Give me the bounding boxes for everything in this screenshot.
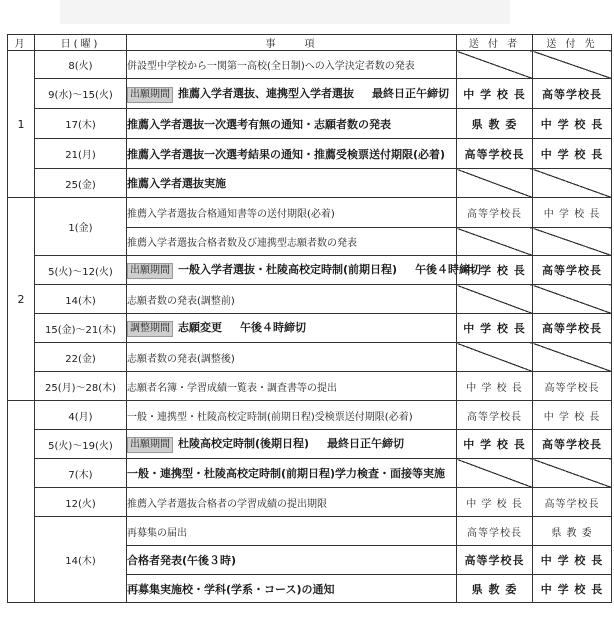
item-cell	[127, 546, 457, 575]
sender-cell: 中 学 校 長	[457, 314, 533, 343]
table-row	[8, 139, 612, 169]
item-cell	[127, 198, 457, 228]
recipient-cell: 高等学校長	[533, 256, 612, 285]
recipient-cell: 高等学校長	[533, 372, 612, 401]
period-badge: 調整期間	[127, 321, 173, 337]
item-cell	[127, 314, 457, 343]
sender-cell	[457, 285, 533, 314]
sender-cell: 県 教 委	[457, 109, 533, 139]
item-text: 杜陵高校定時制(後期日程)	[178, 437, 310, 450]
item-text: 志願変更	[178, 321, 222, 334]
table-row	[8, 79, 612, 109]
date-cell: 1(金)	[35, 198, 127, 256]
item-text: 一般・連携型・杜陵高校定時制(前期日程)学力検査・面接等実施	[127, 467, 446, 480]
date-cell: 5(火)～19(火)	[35, 430, 127, 459]
date-cell: 17(木)	[35, 109, 127, 139]
item-cell	[127, 228, 457, 256]
item-cell	[127, 343, 457, 372]
date-cell: 22(金)	[35, 343, 127, 372]
recipient-cell	[533, 285, 612, 314]
table-row	[8, 488, 612, 517]
sender-cell: 中 学 校 長	[457, 79, 533, 109]
recipient-cell: 中 学 校 長	[533, 546, 612, 575]
recipient-cell	[533, 169, 612, 198]
sender-cell	[457, 343, 533, 372]
item-text: 再募集の届出	[127, 527, 187, 539]
item-cell	[127, 256, 482, 285]
table-row	[8, 314, 612, 343]
recipient-cell	[533, 51, 612, 79]
item-text: 推薦入学者選抜一次選考結果の通知・推薦受検票送付期限(必着)	[127, 147, 446, 161]
sender-cell: 高等学校長	[457, 401, 533, 430]
period-badge: 出願期間	[127, 437, 173, 453]
item-cell	[127, 430, 457, 459]
item-text: 推薦入学者選抜合格者数及び連携型志願者数の発表	[127, 238, 357, 249]
item-cell	[127, 109, 457, 139]
sender-cell: 高等学校長	[457, 546, 533, 575]
deadline-text: 最終日正午締切	[372, 86, 449, 100]
recipient-cell	[533, 459, 612, 488]
item-cell	[127, 51, 457, 79]
item-text: 志願者数の発表(調整後)	[127, 353, 235, 365]
recipient-cell: 高等学校長	[533, 430, 612, 459]
table-row	[8, 430, 612, 459]
item-cell	[127, 575, 457, 603]
sender-cell: 高等学校長	[457, 198, 533, 228]
sender-cell	[457, 459, 533, 488]
header-band	[60, 0, 510, 24]
recipient-cell	[533, 228, 612, 256]
date-cell: 14(木)	[35, 517, 127, 603]
table-row	[8, 256, 612, 285]
date-cell: 12(火)	[35, 488, 127, 517]
sender-cell	[457, 228, 533, 256]
col-item-header: 事 項	[127, 35, 457, 51]
sender-cell: 県 教 委	[457, 575, 533, 603]
item-cell	[127, 139, 457, 169]
item-text: 推薦入学者選抜合格者の学習成績の提出期限	[127, 498, 327, 510]
table-row	[8, 459, 612, 488]
item-cell	[127, 372, 457, 401]
sender-cell: 高等学校長	[457, 139, 533, 169]
item-cell	[127, 401, 457, 430]
table-row	[8, 198, 612, 228]
item-cell	[127, 79, 457, 109]
sender-cell: 中 学 校 長	[457, 372, 533, 401]
item-text: 志願者数の発表(調整前)	[127, 295, 235, 307]
date-cell: 7(木)	[35, 459, 127, 488]
recipient-cell: 高等学校長	[533, 79, 612, 109]
recipient-cell: 高等学校長	[533, 488, 612, 517]
col-sender-header: 送 付 者	[457, 35, 533, 51]
date-cell: 9(水)～15(火)	[35, 79, 127, 109]
header-row	[8, 35, 612, 51]
schedule-table	[7, 34, 612, 603]
date-cell: 4(月)	[35, 401, 127, 430]
item-text: 再募集実施校・学科(学系・コース)の通知	[127, 582, 335, 596]
sender-cell	[457, 169, 533, 198]
date-cell: 15(金)～21(木)	[35, 314, 127, 343]
sender-cell: 中 学 校 長	[457, 256, 533, 285]
recipient-cell: 県 教 委	[533, 517, 612, 546]
recipient-cell: 中 学 校 長	[533, 139, 612, 169]
item-cell	[127, 285, 457, 314]
col-date-header: 日(曜)	[35, 35, 127, 51]
table-row	[8, 109, 612, 139]
item-cell	[127, 488, 457, 517]
date-cell: 21(月)	[35, 139, 127, 169]
item-text: 一般入学者選抜・杜陵高校定時制(前期日程)	[178, 263, 398, 276]
table-row	[8, 285, 612, 314]
table-row	[8, 51, 612, 79]
date-cell: 25(金)	[35, 169, 127, 198]
period-badge: 出願期間	[127, 87, 173, 103]
item-cell	[127, 459, 457, 488]
sender-cell: 中 学 校 長	[457, 430, 533, 459]
item-text: 併設型中学校から一関第一高校(全日制)への入学決定者数の発表	[127, 61, 415, 72]
col-month-header: 月	[8, 35, 35, 51]
deadline-text: 最終日正午締切	[327, 437, 405, 450]
sender-cell: 中 学 校 長	[457, 488, 533, 517]
item-cell	[127, 517, 457, 546]
table-row	[8, 343, 612, 372]
item-text: 志願者名簿・学習成績一覧表・調査書等の提出	[127, 382, 337, 394]
period-badge: 出願期間	[127, 263, 173, 279]
date-cell: 5(火)～12(火)	[35, 256, 127, 285]
table-row	[8, 401, 612, 430]
deadline-text: 午後４時締切	[240, 321, 306, 334]
item-text: 推薦入学者選抜一次選考有無の通知・志願者数の発表	[127, 117, 391, 131]
date-cell: 14(木)	[35, 285, 127, 314]
item-cell	[127, 169, 457, 198]
item-text: 推薦入学者選抜実施	[127, 177, 226, 190]
date-cell: 25(月)～28(木)	[35, 372, 127, 401]
recipient-cell: 中 学 校 長	[533, 109, 612, 139]
month-cell: 2	[8, 198, 35, 401]
deadline-text: 午後４時締切	[415, 263, 482, 276]
item-text: 一般・連携型・杜陵高校定時制(前期日程)受検票送付期限(必着)	[127, 411, 413, 423]
sender-cell: 高等学校長	[457, 517, 533, 546]
recipient-cell	[533, 343, 612, 372]
table-row	[8, 372, 612, 401]
month-cell: 1	[8, 51, 35, 198]
recipient-cell: 中 学 校 長	[533, 575, 612, 603]
date-cell: 8(火)	[35, 51, 127, 79]
table-row	[8, 169, 612, 198]
recipient-cell: 中 学 校 長	[533, 401, 612, 430]
item-text: 推薦入学者選抜合格通知書等の送付期限(必着)	[127, 209, 335, 220]
item-text: 合格者発表(午後３時)	[127, 554, 237, 567]
col-recipient-header: 送 付 先	[533, 35, 612, 51]
schedule-body	[8, 51, 612, 603]
table-row	[8, 517, 612, 546]
item-text: 推薦入学者選抜、連携型入学者選抜	[178, 86, 354, 100]
sender-cell	[457, 51, 533, 79]
recipient-cell: 中 学 校 長	[533, 198, 612, 228]
recipient-cell: 高等学校長	[533, 314, 612, 343]
month-cell	[8, 401, 35, 603]
